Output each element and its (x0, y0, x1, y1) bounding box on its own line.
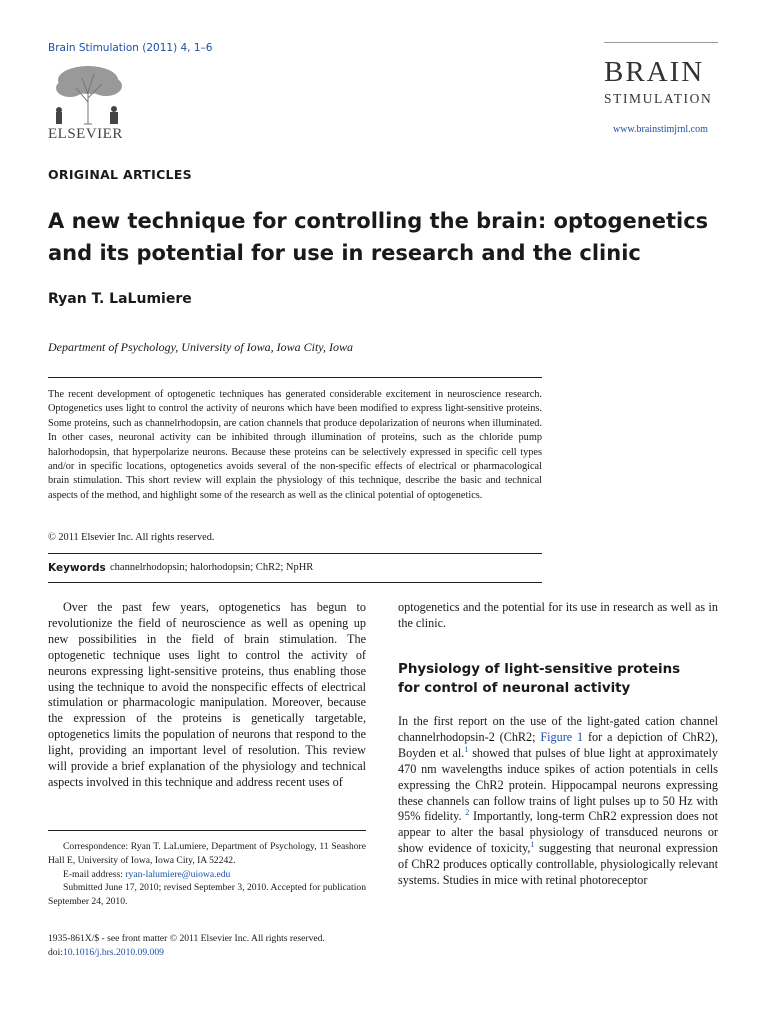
email-label: E-mail address: (63, 868, 126, 880)
article-meta (48, 932, 325, 960)
reference-1-link[interactable]: 1 (530, 840, 535, 850)
paragraph-text: Importantly, long-term ChR2 expression does not appear to alter the basal physiology of transduced neurons or show evidence of toxicity, (398, 809, 718, 856)
body-left-column (48, 600, 366, 791)
journal-logo-subtitle: STIMULATION (604, 91, 713, 106)
paragraph-text: In the first report on the use of the light-gated cation channel channelrhodopsin-2 (ChR2; (398, 714, 718, 744)
paragraph-text: for a depiction of ChR2), Boyden et al. (398, 729, 718, 760)
keywords-bottom-rule (48, 582, 542, 583)
section-heading (398, 660, 718, 698)
doi-label: doi: (48, 946, 63, 958)
reference-2-link[interactable]: 2 (465, 808, 470, 818)
keywords-label: Keywords (48, 562, 106, 574)
journal-url-link[interactable]: www.brainstimjrnl.com (613, 124, 708, 135)
email-link[interactable]: ryan-lalumiere@uiowa.edu (125, 868, 231, 880)
footnote-rule (48, 830, 366, 831)
email-note (48, 868, 366, 882)
paragraph-text: showed that pulses of blue light at approximately 470 nm wavelengths induce spikes of action potentials in cells expressing the ChR2 protein. Hippocampal neurons expressing these channels can follow trains of light pulses up to 50 Hz with 95% fidelity. (398, 745, 718, 824)
section-heading-line-1: Physiology of light-sensitive proteins (398, 662, 681, 677)
issn-line: 1935-861X/$ - see front matter © 2011 Elsevier Inc. All rights reserved. (48, 933, 325, 944)
footnotes (48, 840, 366, 909)
intro-paragraph: Over the past few years, optogenetics has begun to revolutionize the field of neuroscience as well as opening up new possibilities in the field of brain stimulation. The optogenetic technique uses light to control the activity of neurons expressing light-sensitive proteins, thus enabling those using the technique to avoid the nonspecific effects of electrical stimulation or pharmacologic manipulation. Moreover, because the expression of the proteins is genetically targetable, optogenetics limits the population of neurons that respond to the light, providing an important level of resolution. This review will provide a brief explanation of the physiology and technical aspects involved in this technique and address recent uses of (48, 600, 366, 789)
doi-line (48, 946, 325, 960)
keywords-list: channelrhodopsin; halorhodopsin; ChR2; NpHR (110, 562, 314, 573)
physiology-paragraph (398, 714, 718, 889)
elsevier-tree-logo-icon (48, 62, 128, 126)
article-title: A new technique for controlling the brain: optogenetics and its potential for use in research and the clinic (48, 209, 709, 265)
submission-dates: Submitted June 17, 2010; revised September 3, 2010. Accepted for publication September 24, 2010. (48, 882, 366, 908)
abstract-bottom-rule (48, 553, 542, 554)
article-section-label: ORIGINAL ARTICLES (48, 167, 192, 182)
reference-1-link[interactable]: 1 (464, 744, 469, 754)
doi-link[interactable]: 10.1016/j.brs.2010.09.009 (62, 946, 164, 958)
author-name: Ryan T. LaLumiere (48, 291, 192, 307)
journal-logo-title: BRAIN (604, 56, 705, 88)
journal-citation[interactable]: Brain Stimulation (2011) 4, 1–6 (48, 42, 213, 54)
body-right-continuation: optogenetics and the potential for its use in research as well as in the clinic. (398, 600, 718, 630)
author-affiliation: Department of Psychology, University of Iowa, Iowa City, Iowa (48, 340, 353, 354)
publisher-logo-text: ELSEVIER (48, 126, 123, 142)
figure-1-link[interactable]: Figure 1 (540, 729, 584, 744)
abstract-top-rule (48, 377, 542, 378)
abstract-text: The recent development of optogenetic techniques has generated considerable excitement in neuroscience research. Optogenetics uses light to control the activity of neurons which have been modified to express light-sensitive proteins. Some proteins, such as channelrhodopsin, are cation channels that produce depolarization of neurons when illuminated. In other cases, neuronal activity can be inhibited through illumination of proteins, such as the chloride pump halorhodopsin, that hyperpolarize neurons. Because these proteins can be selectively expressed in specific cell types and/or in specific locations, optogenetics avoids several of the non-specific effects of electrical or pharmacological brain stimulation. This short review will explain the physiology of this technique, describe the basic and technical aspects of the method, and highlight some of the research as well as the clinical potential of optogenetics. (48, 389, 542, 501)
journal-logo-rule (604, 42, 718, 43)
correspondence-note: Correspondence: Ryan T. LaLumiere, Department of Psychology, 11 Seashore Hall E, University of Iowa, Iowa City, IA 52242. (48, 841, 366, 866)
paragraph-text: suggesting that neuronal expression of ChR2 produces optically controllable, physiologically relevant systems. Studies in mice with retinal photoreceptor (398, 841, 718, 888)
section-heading-line-2: for control of neuronal activity (398, 681, 631, 696)
abstract-copyright: © 2011 Elsevier Inc. All rights reserved. (48, 532, 215, 543)
